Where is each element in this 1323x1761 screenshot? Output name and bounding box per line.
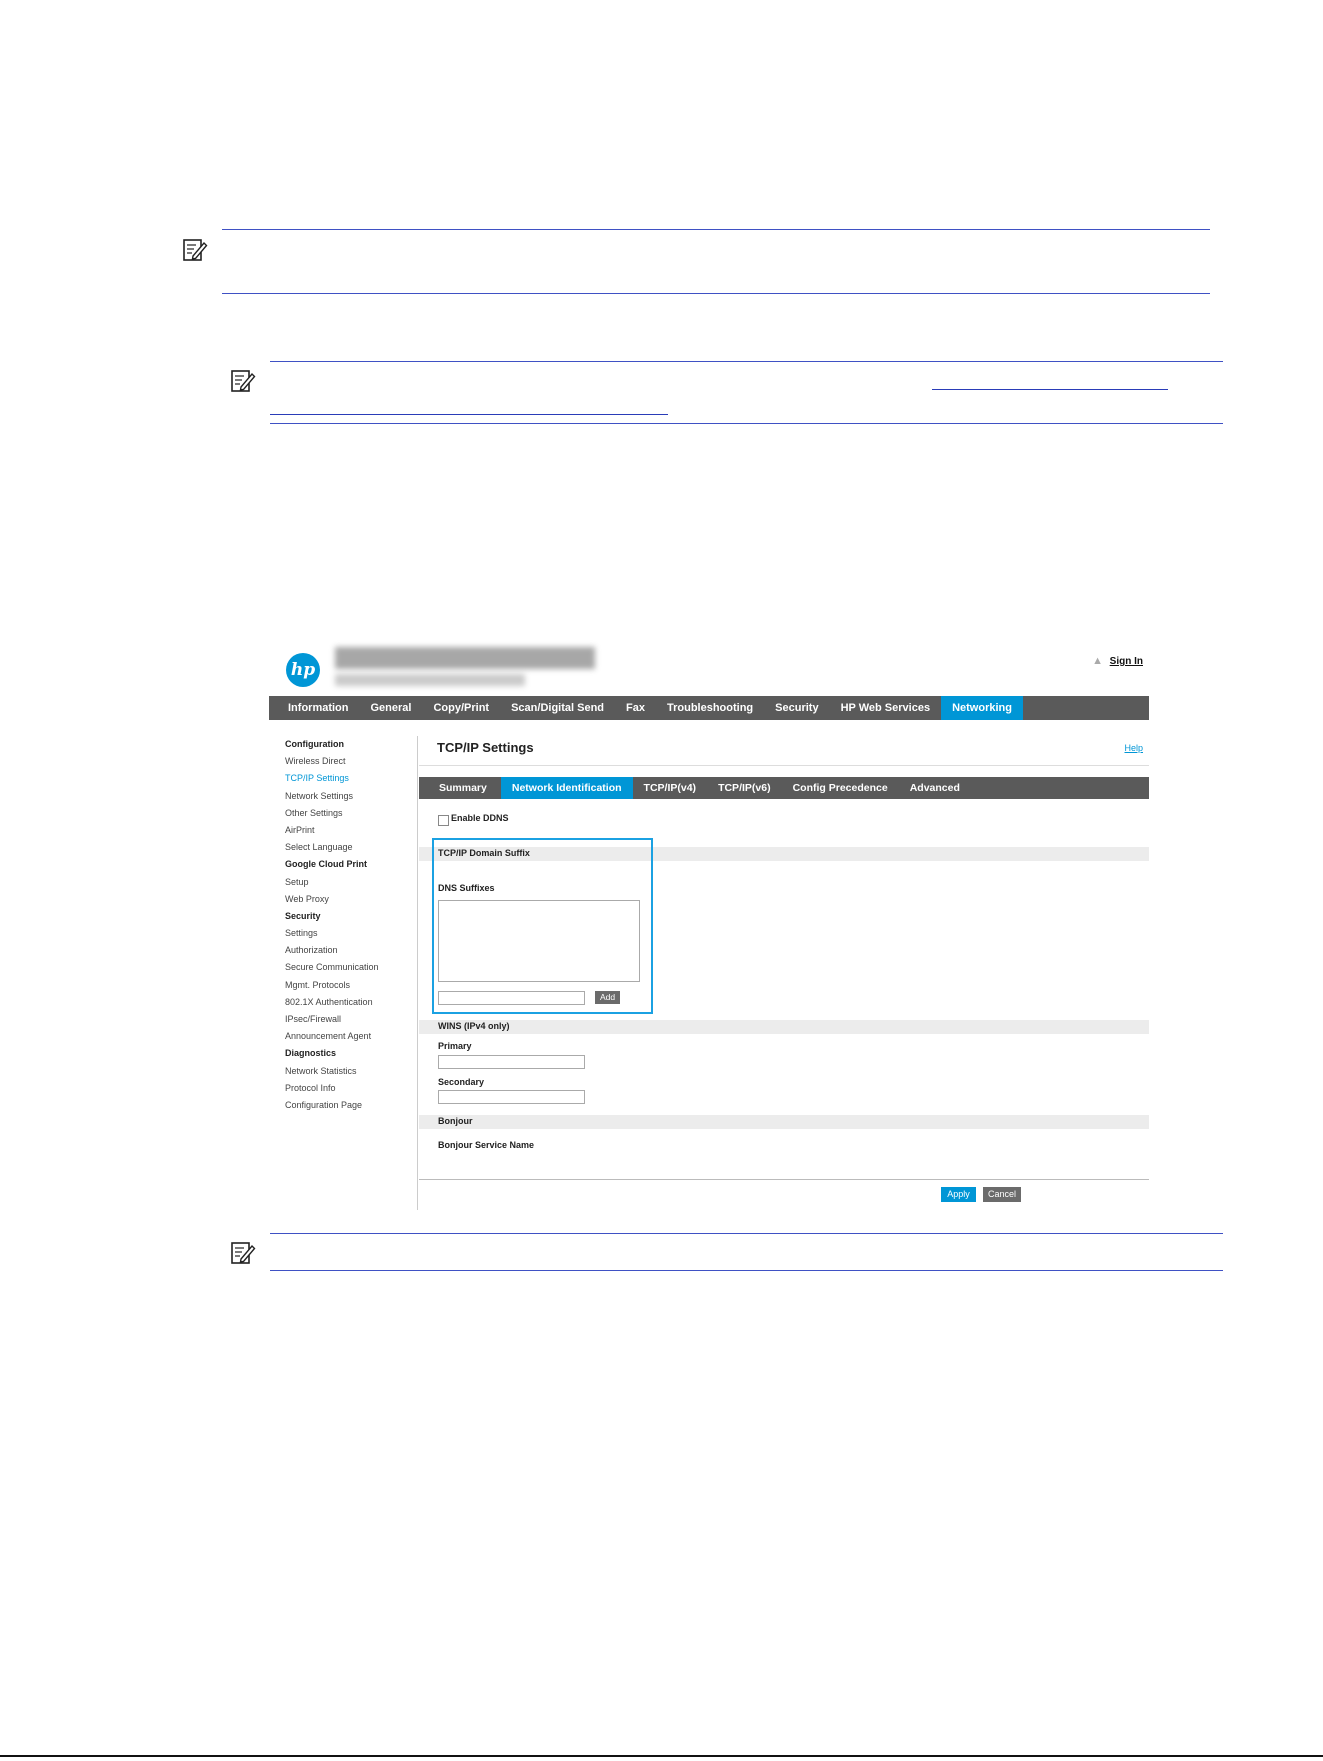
cancel-button[interactable]: Cancel [983,1187,1021,1202]
sidebar-item-airprint[interactable]: AirPrint [285,824,315,835]
note-pencil-icon [230,368,256,394]
add-button[interactable]: Add [595,991,620,1004]
link-underline[interactable] [270,414,668,415]
sidebar-item-network-settings[interactable]: Network Settings [285,790,354,801]
primary-wins-input[interactable] [438,1055,585,1069]
enable-ddns-label: Enable DDNS [451,813,509,823]
tab-fax[interactable]: Fax [626,702,645,714]
note-pencil-icon [182,237,208,263]
tab-tcpip-v6[interactable]: TCP/IP(v6) [718,782,771,794]
tab-copy-print[interactable]: Copy/Print [433,702,490,714]
wins-header: WINS (IPv4 only) [438,1021,510,1031]
note-rule-bottom [222,293,1210,294]
sub-tabs [419,777,1149,799]
sign-in-link[interactable]: Sign In [1109,656,1143,667]
sidebar-item-protocol-info[interactable]: Protocol Info [285,1082,336,1093]
secondary-wins-input[interactable] [438,1090,585,1104]
sidebar-item-announcement-agent[interactable]: Announcement Agent [285,1031,372,1042]
top-nav [269,696,1149,720]
sidebar-item-settings[interactable]: Settings [285,928,318,939]
note-rule-bottom [270,423,1223,424]
tab-advanced[interactable]: Advanced [909,782,960,794]
sidebar-item-authorization[interactable]: Authorization [285,945,338,956]
enable-ddns-checkbox[interactable] [438,815,449,826]
page-bottom-rule [0,1755,1323,1757]
sidebar-header-diagnostics: Diagnostics [285,1048,337,1059]
sidebar-item-network-statistics[interactable]: Network Statistics [285,1065,357,1076]
sidebar-item-mgmt-protocols[interactable]: Mgmt. Protocols [285,979,351,990]
ews-screenshot [269,640,1149,1210]
link-underline[interactable] [932,389,1168,390]
tab-scan-digital-send[interactable]: Scan/Digital Send [511,702,605,714]
note-rule-top [270,1233,1223,1234]
callout-highlight [432,838,653,1014]
wins-section [419,1020,1149,1034]
bonjour-header: Bonjour [438,1116,473,1126]
sidebar-header-configuration: Configuration [285,739,344,749]
note-rule-top [270,361,1223,362]
primary-label: Primary [438,1041,472,1051]
tab-network-identification[interactable]: Network Identification [501,777,633,799]
sidebar-item-web-proxy[interactable]: Web Proxy [285,893,329,904]
tab-general[interactable]: General [370,702,412,714]
bonjour-section [419,1115,1149,1129]
hp-logo: hp [286,653,320,687]
tab-summary[interactable]: Summary [439,782,487,794]
sidebar [285,736,415,1114]
tab-tcpip-v4[interactable]: TCP/IP(v4) [643,782,697,794]
sidebar-item-setup[interactable]: Setup [285,876,309,887]
note-pencil-icon [230,1240,256,1266]
bonjour-service-name-label: Bonjour Service Name [438,1140,535,1150]
person-icon: ▲ [1092,655,1103,667]
tab-troubleshooting[interactable]: Troubleshooting [666,702,754,714]
note-rule-bottom [270,1270,1223,1271]
sidebar-item-configuration-page[interactable]: Configuration Page [285,1099,363,1110]
footer-divider [419,1179,1149,1180]
sidebar-item-tcpip-settings[interactable]: TCP/IP Settings [285,773,349,784]
sidebar-item-8021x-authentication[interactable]: 802.1X Authentication [285,996,373,1007]
dns-suffixes-label: DNS Suffixes [438,883,495,893]
secondary-label: Secondary [438,1077,485,1087]
sidebar-divider [417,736,418,1210]
sidebar-header-google-cloud-print: Google Cloud Print [285,859,367,870]
sidebar-item-ipsec-firewall[interactable]: IPsec/Firewall [285,1014,342,1024]
title-divider [419,765,1149,766]
tab-security[interactable]: Security [775,702,819,714]
blurred-product-name [335,647,595,669]
apply-button[interactable]: Apply [941,1187,976,1202]
tab-hp-web-services[interactable]: HP Web Services [840,702,931,714]
help-link[interactable]: Help [1124,743,1143,753]
blurred-host-info [335,674,525,686]
sidebar-header-security: Security [285,910,321,921]
tab-config-precedence[interactable]: Config Precedence [792,782,888,794]
sidebar-item-secure-communication[interactable]: Secure Communication [285,962,379,973]
sidebar-item-select-language[interactable]: Select Language [285,842,353,853]
note-rule-top [222,229,1210,230]
tab-information[interactable]: Information [288,702,349,714]
domain-suffix-header: TCP/IP Domain Suffix [438,848,530,858]
page-title: TCP/IP Settings [437,740,534,755]
tab-networking[interactable]: Networking [941,696,1023,720]
sidebar-item-other-settings[interactable]: Other Settings [285,807,343,818]
sidebar-item-wireless-direct[interactable]: Wireless Direct [285,756,346,767]
